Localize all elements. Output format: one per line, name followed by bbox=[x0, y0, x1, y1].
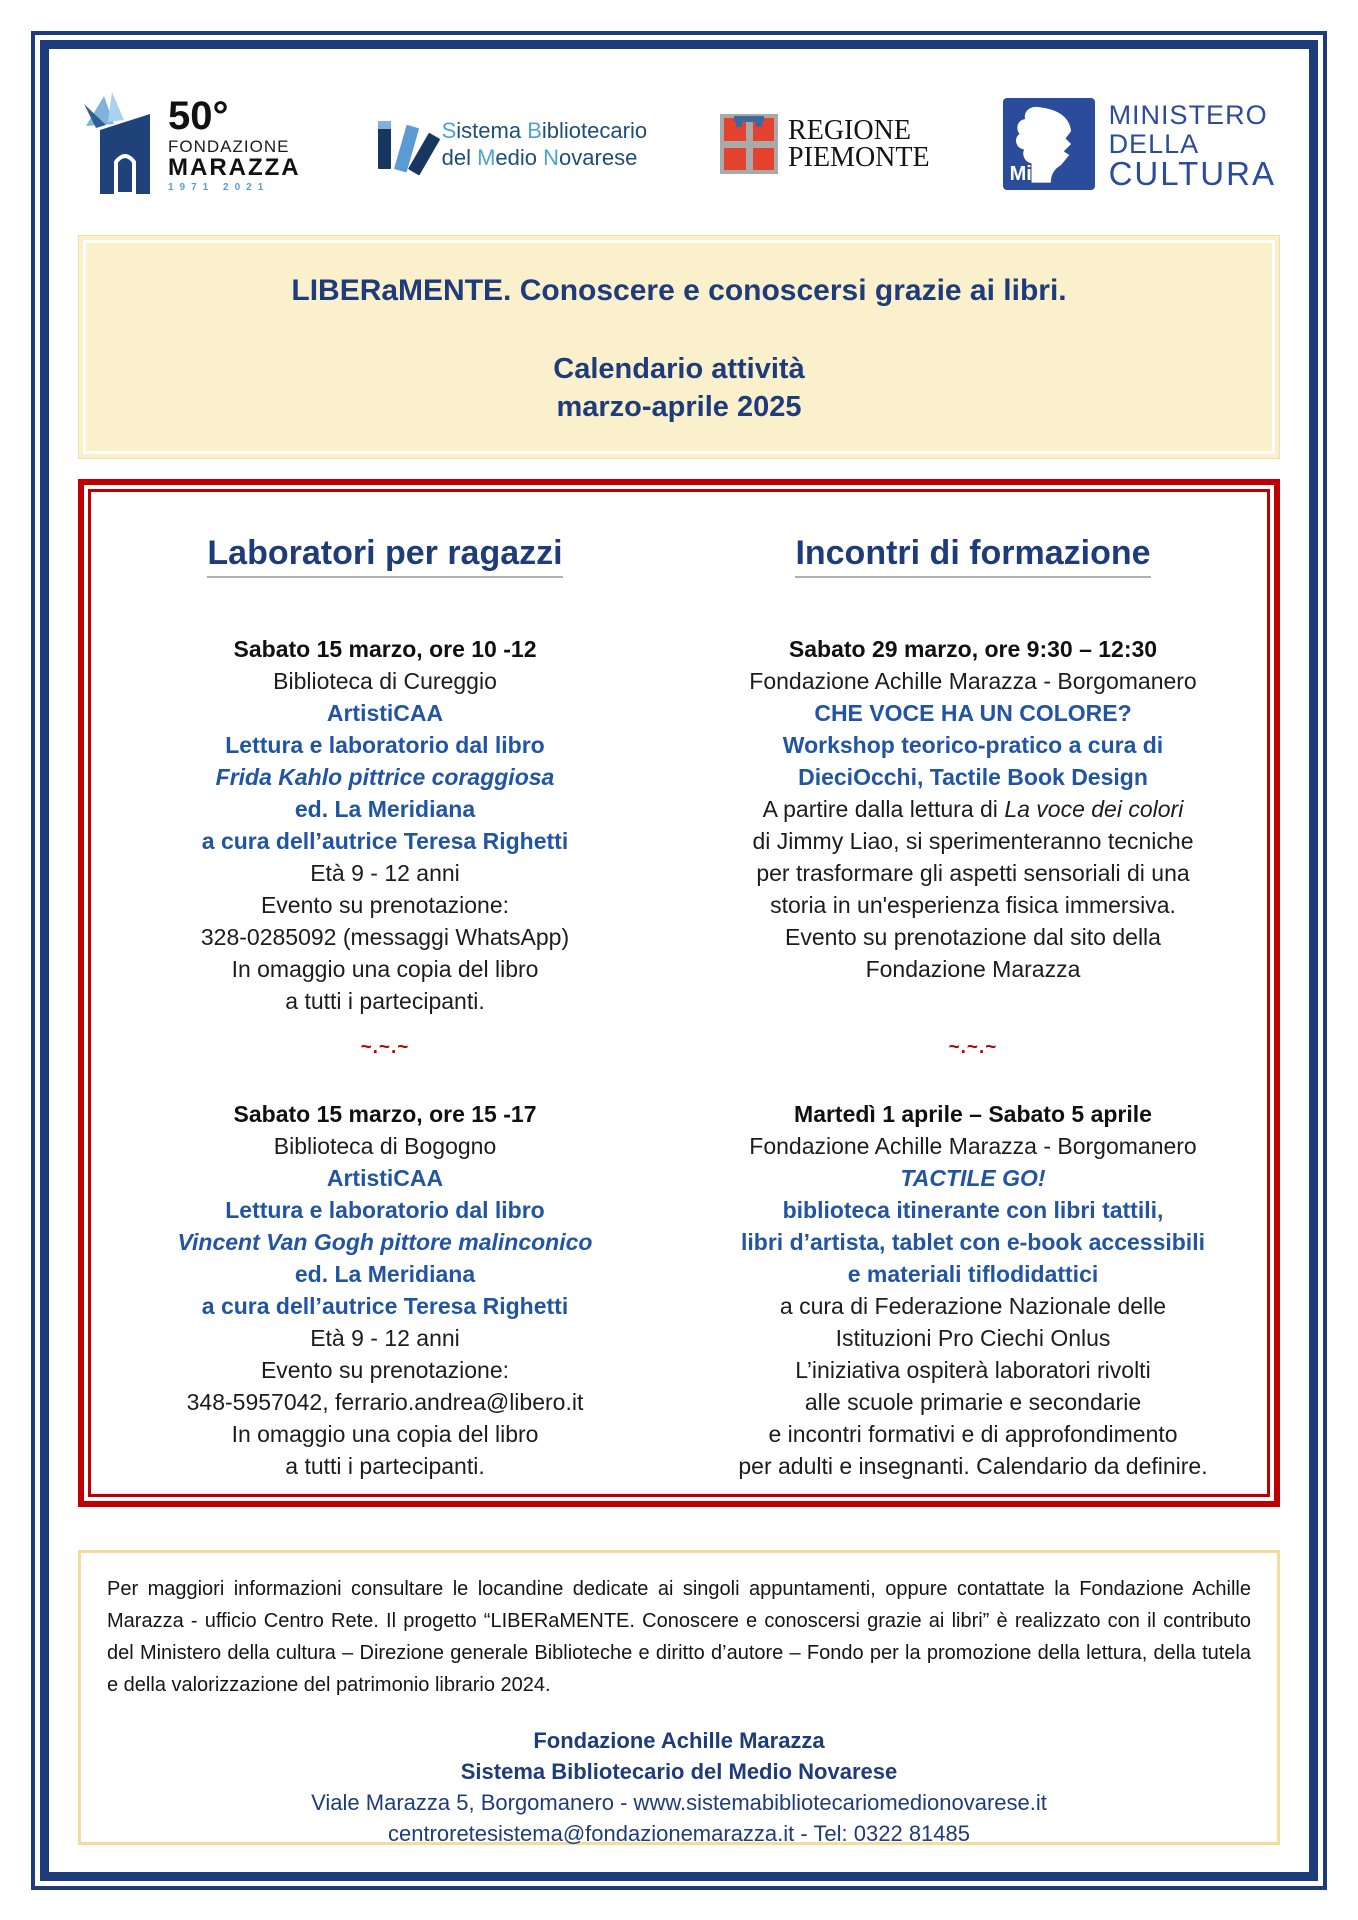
marazza-logo-text bbox=[168, 93, 301, 193]
calendar-subtitle-line1: Calendario attività bbox=[553, 353, 805, 385]
event-venue: Biblioteca di Bogogno bbox=[273, 1133, 497, 1159]
event-gift-line1: In omaggio una copia del libro bbox=[231, 956, 539, 982]
event-booking-label: Evento su prenotazione: bbox=[260, 892, 510, 918]
event-title: ArtistiCAA bbox=[326, 700, 444, 726]
event-tactile-go bbox=[679, 1098, 1267, 1482]
event-booking-contact: 328-0285092 (messaggi WhatsApp) bbox=[200, 924, 570, 950]
event-description-line4: alle scuole primarie e secondarie bbox=[804, 1389, 1142, 1415]
ministero-line3: CULTURA bbox=[1108, 154, 1276, 192]
event-date: Sabato 15 marzo, ore 15 -17 bbox=[233, 1101, 537, 1127]
event-age: Età 9 - 12 anni bbox=[310, 1325, 460, 1351]
event-author: a cura dell’autrice Teresa Righetti bbox=[201, 828, 569, 854]
book-title-inline: La voce dei colori bbox=[1004, 796, 1184, 822]
page-border-frame bbox=[31, 31, 1327, 1890]
regione-piemonte-logo bbox=[720, 114, 930, 174]
event-bogogno bbox=[91, 1098, 679, 1482]
event-description-line3: per trasformare gli aspetti sensoriali di una bbox=[756, 860, 1190, 886]
footer-address-website: Viale Marazza 5, Borgomanero - www.sistemabibliotecariomedionovarese.it bbox=[311, 1790, 1047, 1815]
column-formazione-header: Incontri di formazione bbox=[679, 534, 1267, 578]
ministero-logo-text bbox=[1108, 99, 1276, 192]
event-description-line6: per adulti e insegnanti. Calendario da definire. bbox=[738, 1453, 1208, 1479]
mic-abbr-label: MiC bbox=[1009, 163, 1047, 185]
event-description-line3: L’iniziativa ospiterà laboratori rivolti bbox=[795, 1357, 1151, 1383]
regione-line1: REGIONE bbox=[788, 115, 911, 146]
fondazione-marazza-logo bbox=[82, 92, 301, 196]
logos-row bbox=[78, 88, 1280, 200]
event-subtitle: Lettura e laboratorio dal libro bbox=[225, 1197, 545, 1223]
event-description-line4: storia in un'esperienza fisica immersiva. bbox=[770, 892, 1176, 918]
marazza-years: 1971 2021 bbox=[168, 181, 270, 193]
project-title: LIBERaMENTE. Conoscere e conoscersi grazie ai libri. bbox=[291, 274, 1067, 307]
event-gift-line2: a tutti i partecipanti. bbox=[285, 1453, 485, 1479]
event-author: a cura dell’autrice Teresa Righetti bbox=[201, 1293, 569, 1319]
events-box-inner bbox=[88, 489, 1270, 1497]
regione-logo-text bbox=[788, 117, 930, 171]
event-gift-line2: a tutti i partecipanti. bbox=[285, 988, 485, 1014]
piemonte-coat-of-arms-icon bbox=[720, 114, 778, 174]
marazza-org-line1: FONDAZIONE bbox=[168, 136, 290, 156]
event-description-line2: Istituzioni Pro Ciechi Onlus bbox=[835, 1325, 1111, 1351]
ministero-line1: MINISTERO bbox=[1108, 99, 1268, 130]
squiggle-separator: ~.~.~ bbox=[360, 1037, 410, 1058]
event-subtitle: Lettura e laboratorio dal libro bbox=[225, 732, 545, 758]
event-subtitle-line1: Workshop teorico-pratico a cura di bbox=[782, 732, 1164, 758]
event-date: Sabato 29 marzo, ore 9:30 – 12:30 bbox=[788, 636, 1158, 662]
event-publisher: ed. La Meridiana bbox=[294, 796, 476, 822]
event-venue: Fondazione Achille Marazza - Borgomanero bbox=[749, 668, 1197, 694]
event-booking-line1: Evento su prenotazione dal sito della bbox=[785, 924, 1161, 950]
event-booking-line2: Fondazione Marazza bbox=[865, 956, 1081, 982]
sistema-logo-text bbox=[442, 117, 647, 171]
event-che-voce bbox=[679, 633, 1267, 1038]
ministero-line2: DELLA bbox=[1108, 128, 1200, 159]
event-description-line1: a cura di Federazione Nazionale delle bbox=[779, 1293, 1167, 1319]
event-venue: Biblioteca di Cureggio bbox=[273, 668, 497, 694]
event-cureggio bbox=[91, 633, 679, 1038]
event-description-line2: di Jimmy Liao, si sperimenteranno tecniche bbox=[752, 828, 1194, 854]
footer-org-line2: Sistema Bibliotecario del Medio Novarese bbox=[460, 1759, 898, 1784]
event-description-line1: A partire dalla lettura di La voce dei colori bbox=[762, 796, 1184, 822]
event-date: Martedì 1 aprile – Sabato 5 aprile bbox=[794, 1101, 1152, 1127]
event-title: TACTILE GO! bbox=[900, 1165, 1046, 1191]
footer-box bbox=[78, 1550, 1280, 1845]
events-box bbox=[78, 479, 1280, 1507]
ministero-cultura-logo bbox=[1003, 98, 1276, 190]
event-date: Sabato 15 marzo, ore 10 -12 bbox=[233, 636, 537, 662]
sistema-line2: del Medio Novarese bbox=[441, 145, 638, 170]
event-booking-label: Evento su prenotazione: bbox=[260, 1357, 510, 1383]
event-booking-contact: 348-5957042, ferrario.andrea@libero.it bbox=[186, 1389, 584, 1415]
event-title: ArtistiCAA bbox=[326, 1165, 444, 1191]
event-subtitle-line2: DieciOcchi, Tactile Book Design bbox=[798, 764, 1148, 790]
footer-info-paragraph: Per maggiori informazioni consultare le locandine dedicate ai singoli appuntamenti, oppure contattate la Fondazione Achille Marazza - ufficio Centro Rete. Il progetto “LIBERaMENTE. Conoscere e conoscersi grazie ai libri” è realizzato con il contributo del Ministero della cultura – Direzione generale Biblioteche e diritto d’autore – Fondo per la promozione della lettura, della tutela e della valorizzazione del patrimonio librario 2024. bbox=[107, 1578, 1251, 1696]
marazza-50-label: 50° bbox=[168, 93, 229, 138]
event-venue: Fondazione Achille Marazza - Borgomanero bbox=[749, 1133, 1197, 1159]
regione-line2: PIEMONTE bbox=[788, 142, 930, 173]
squiggle-separator: ~.~.~ bbox=[948, 1037, 998, 1058]
event-book-title: Vincent Van Gogh pittore malinconico bbox=[177, 1229, 593, 1255]
calendar-subtitle-line2: marzo-aprile 2025 bbox=[556, 391, 802, 423]
title-banner bbox=[78, 235, 1280, 459]
column-laboratori-header: Laboratori per ragazzi bbox=[91, 534, 679, 578]
mic-emblem-icon bbox=[1003, 98, 1095, 190]
event-gift-line1: In omaggio una copia del libro bbox=[231, 1421, 539, 1447]
event-description-line5: e incontri formativi e di approfondimento bbox=[768, 1421, 1178, 1447]
column-laboratori bbox=[91, 492, 679, 1494]
footer-email-phone: centroretesistema@fondazionemarazza.it - Tel: 0322 81485 bbox=[387, 1821, 971, 1846]
event-publisher: ed. La Meridiana bbox=[294, 1261, 476, 1287]
calendar-subtitle bbox=[79, 350, 1279, 426]
event-subtitle-line2: libri d’artista, tablet con e-book accessibili bbox=[741, 1229, 1205, 1255]
event-subtitle-line1: biblioteca itinerante con libri tattili, bbox=[782, 1197, 1164, 1223]
marazza-book-icon bbox=[82, 92, 160, 196]
event-subtitle-line3: e materiali tiflodidattici bbox=[847, 1261, 1099, 1287]
page-border-frame-inner bbox=[40, 40, 1318, 1881]
footer-org-line1: Fondazione Achille Marazza bbox=[533, 1728, 825, 1753]
event-age: Età 9 - 12 anni bbox=[310, 860, 460, 886]
column-formazione bbox=[679, 492, 1267, 1494]
sistema-bibliotecario-logo bbox=[374, 117, 647, 171]
books-icon bbox=[374, 117, 432, 171]
sistema-line1: Sistema Bibliotecario bbox=[441, 118, 648, 143]
footer-contact-block bbox=[107, 1725, 1251, 1849]
event-title: CHE VOCE HA UN COLORE? bbox=[814, 700, 1132, 726]
marazza-org-line2: MARAZZA bbox=[168, 153, 301, 181]
event-book-title: Frida Kahlo pittrice coraggiosa bbox=[215, 764, 555, 790]
